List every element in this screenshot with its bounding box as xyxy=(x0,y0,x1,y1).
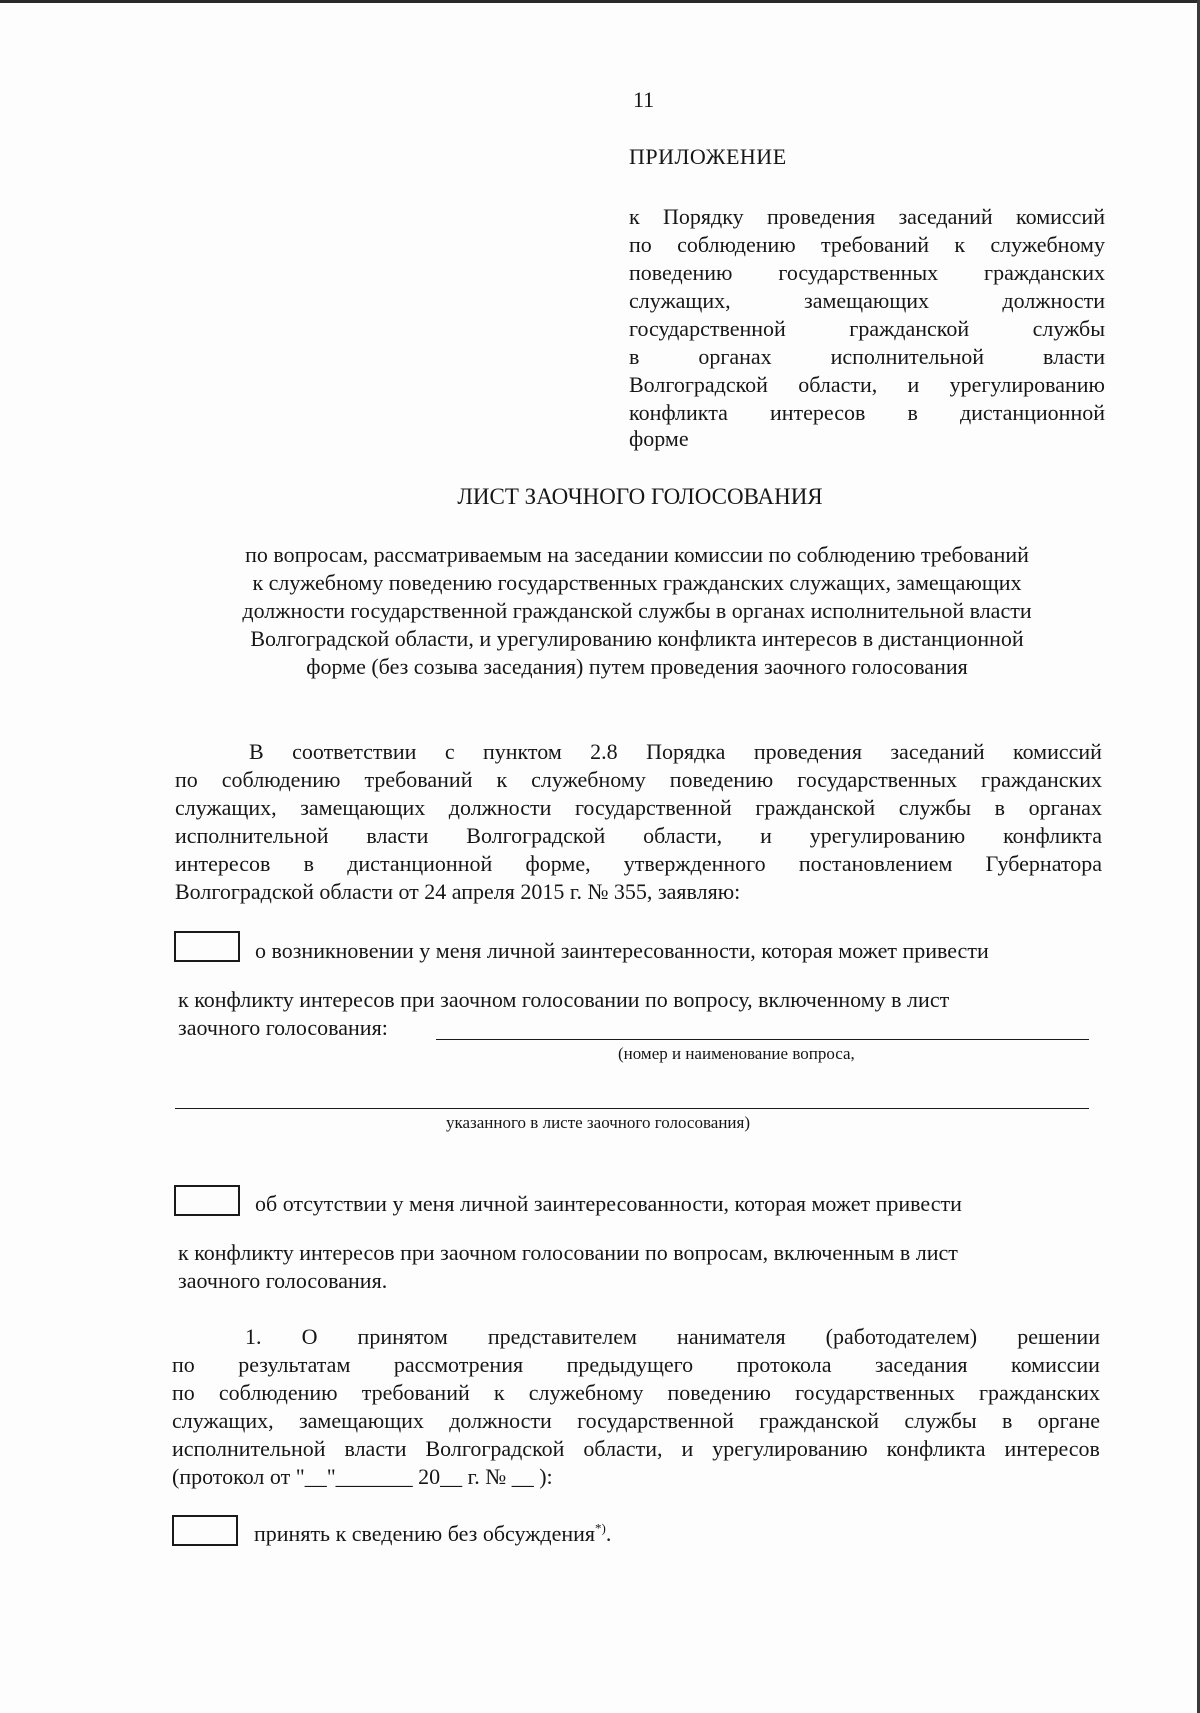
word: постановлением xyxy=(798,851,953,876)
word: в xyxy=(629,344,640,369)
word: в xyxy=(303,851,314,876)
word: и xyxy=(681,1436,694,1461)
word: служащих, xyxy=(172,1408,274,1433)
word: исполнительной xyxy=(175,823,329,848)
word: комиссий xyxy=(1016,204,1105,229)
word: власти xyxy=(344,1436,407,1461)
word: к xyxy=(629,204,640,229)
word: гражданской xyxy=(759,1408,880,1433)
item1-line xyxy=(172,1407,1100,1435)
question-number-line[interactable] xyxy=(436,1039,1089,1040)
question-name-line[interactable] xyxy=(175,1108,1089,1109)
choice-label-text: принять к сведению без обсуждения xyxy=(254,1521,596,1546)
word: области, xyxy=(643,823,723,848)
appendix-line xyxy=(629,399,1105,427)
word: представителем xyxy=(487,1324,637,1349)
word: органах xyxy=(698,344,772,369)
word: конфликта xyxy=(886,1436,986,1461)
word: служебному xyxy=(528,1380,644,1405)
word: (работодателем) xyxy=(825,1324,978,1349)
appendix-last-line: форме xyxy=(629,426,689,451)
word: должности xyxy=(1002,288,1105,313)
accept-without-discussion-label xyxy=(254,1520,611,1548)
word: государственных xyxy=(778,260,939,285)
appendix-line xyxy=(629,231,1105,259)
word: и xyxy=(907,372,920,397)
word: государственных xyxy=(795,1380,955,1405)
word: гражданских xyxy=(981,767,1102,792)
appendix-line xyxy=(629,287,1105,315)
intro-last-line: Волгоградской области от 24 апреля 2015 г. № 355, заявляю: xyxy=(175,879,741,904)
no-interest-line-2: к конфликту интересов при заочном голосовании по вопросам, включенным в лист xyxy=(178,1240,958,1265)
word: дистанционной xyxy=(347,851,493,876)
word: служебному xyxy=(531,767,646,792)
word: соблюдению xyxy=(221,767,341,792)
word: соответствии xyxy=(292,739,417,764)
word: Волгоградской xyxy=(629,372,768,397)
accept-without-discussion-checkbox[interactable] xyxy=(172,1515,238,1546)
word: интересов xyxy=(769,400,866,425)
word: нанимателя xyxy=(677,1324,786,1349)
word: гражданских xyxy=(984,260,1105,285)
word: по xyxy=(175,767,198,792)
subtitle-line: к служебному поведению государственных гражданских служащих, замещающих xyxy=(252,570,1022,595)
page-number: 11 xyxy=(633,87,655,112)
word: гражданской xyxy=(755,795,876,820)
word: службы xyxy=(898,795,972,820)
intro-line xyxy=(175,794,1102,822)
word: государственных xyxy=(797,767,958,792)
word: Порядку xyxy=(663,204,744,229)
scan-edge-top xyxy=(0,0,1200,3)
word: государственной xyxy=(629,316,786,341)
word: в xyxy=(1001,1408,1013,1433)
word: урегулированию xyxy=(949,372,1105,397)
word: требований xyxy=(821,232,930,257)
word: заседания xyxy=(874,1352,968,1377)
word: Порядка xyxy=(646,739,726,764)
word: гражданской xyxy=(849,316,970,341)
word: Волгоградской xyxy=(466,823,606,848)
footnote-mark: *) xyxy=(595,1520,606,1536)
choice-tail: . xyxy=(605,1521,612,1546)
word: рассмотрения xyxy=(393,1352,524,1377)
word: решении xyxy=(1017,1324,1100,1349)
word: 1. xyxy=(245,1324,262,1349)
intro-line xyxy=(175,850,1102,878)
word: и xyxy=(760,823,772,848)
word: утвержденного xyxy=(623,851,766,876)
word: должности xyxy=(449,1408,552,1433)
word: области, xyxy=(798,372,878,397)
word: проведения xyxy=(766,204,876,229)
document-title: ЛИСТ ЗАОЧНОГО ГОЛОСОВАНИЯ xyxy=(457,484,823,509)
word: государственной xyxy=(577,1408,734,1433)
word: в xyxy=(907,400,918,425)
word: дистанционной xyxy=(959,400,1105,425)
item1-line xyxy=(172,1351,1100,1379)
appendix-line xyxy=(629,371,1105,399)
word: урегулированию xyxy=(809,823,966,848)
word: к xyxy=(493,1380,505,1405)
appendix-line xyxy=(629,343,1105,371)
word: органах xyxy=(1028,795,1102,820)
interest-checkbox[interactable] xyxy=(174,931,240,962)
word: 2.8 xyxy=(590,739,618,764)
word: области, xyxy=(583,1436,663,1461)
word: гражданских xyxy=(979,1380,1100,1405)
word: требований xyxy=(361,1380,470,1405)
word: поведению xyxy=(667,1380,771,1405)
appendix-line xyxy=(629,259,1105,287)
word: принятом xyxy=(357,1324,448,1349)
appendix-line xyxy=(629,315,1105,343)
word: служащих, xyxy=(175,795,277,820)
interest-line-2: к конфликту интересов при заочном голосовании по вопросу, включенному в лист xyxy=(178,987,950,1012)
word: по xyxy=(172,1380,195,1405)
word: Волгоградской xyxy=(425,1436,565,1461)
word: службы xyxy=(1032,316,1105,341)
word: В xyxy=(249,739,264,764)
question-number-hint: (номер и наименование вопроса, xyxy=(618,1044,855,1063)
no-interest-line-3: заочного голосования. xyxy=(178,1268,388,1293)
word: урегулированию xyxy=(712,1436,868,1461)
word: требований xyxy=(364,767,473,792)
word: служебному xyxy=(990,232,1105,257)
subtitle-line: форме (без созыва заседания) путем проведения заочного голосования xyxy=(306,654,968,679)
word: исполнительной xyxy=(172,1436,326,1461)
word: соблюдению xyxy=(677,232,796,257)
intro-line xyxy=(175,766,1102,794)
item1-line xyxy=(245,1323,1100,1351)
word: конфликта xyxy=(1003,823,1102,848)
word: по xyxy=(172,1352,195,1377)
word: государственной xyxy=(574,795,732,820)
intro-line xyxy=(175,822,1102,850)
appendix-line xyxy=(629,203,1105,231)
appendix-title: ПРИЛОЖЕНИЕ xyxy=(629,144,787,169)
word: исполнительной xyxy=(830,344,985,369)
word: протокола xyxy=(736,1352,832,1377)
word: комиссии xyxy=(1011,1352,1100,1377)
word: проведения xyxy=(753,739,862,764)
word: результатам xyxy=(238,1352,351,1377)
item1-line xyxy=(172,1435,1100,1463)
no-interest-checkbox[interactable] xyxy=(174,1185,240,1216)
word: замещающих xyxy=(298,1408,424,1433)
word: к xyxy=(954,232,966,257)
protocol-line: (протокол от "__"_______ 20__ г. № __ ): xyxy=(172,1464,553,1489)
subtitle-line: по вопросам, рассматриваемым на заседании комиссии по соблюдению требований xyxy=(245,542,1029,567)
word: поведению xyxy=(669,767,774,792)
question-name-hint: указанного в листе заочного голосования) xyxy=(446,1113,750,1132)
intro-line xyxy=(249,738,1102,766)
word: соблюдению xyxy=(218,1380,338,1405)
subtitle-line: должности государственной гражданской службы в органах исполнительной власти xyxy=(242,598,1032,623)
word: заседаний xyxy=(890,739,985,764)
word: должности xyxy=(448,795,552,820)
word: к xyxy=(496,767,508,792)
interest-label: о возникновении у меня личной заинтересованности, которая может привести xyxy=(255,938,989,963)
word: власти xyxy=(1042,344,1105,369)
interest-line-3: заочного голосования: xyxy=(178,1015,388,1040)
word: интересов xyxy=(1004,1436,1100,1461)
subtitle-line: Волгоградской области, и урегулированию конфликта интересов в дистанционной xyxy=(250,626,1024,651)
word: предыдущего xyxy=(566,1352,694,1377)
word: пунктом xyxy=(482,739,562,764)
word: служащих, xyxy=(629,288,731,313)
word: О xyxy=(301,1324,318,1349)
word: интересов xyxy=(175,851,271,876)
no-interest-label: об отсутствии у меня личной заинтересованности, которая может привести xyxy=(255,1191,962,1216)
word: с xyxy=(444,739,455,764)
word: конфликта xyxy=(629,400,728,425)
item1-line xyxy=(172,1379,1100,1407)
word: комиссий xyxy=(1013,739,1102,764)
word: замещающих xyxy=(300,795,426,820)
word: по xyxy=(629,232,652,257)
word: заседаний xyxy=(898,204,993,229)
word: поведению xyxy=(629,260,733,285)
word: органе xyxy=(1037,1408,1100,1433)
word: в xyxy=(994,795,1006,820)
word: службы xyxy=(904,1408,977,1433)
word: Губернатора xyxy=(985,851,1102,876)
word: замещающих xyxy=(804,288,930,313)
word: форме, xyxy=(525,851,591,876)
word: власти xyxy=(366,823,429,848)
